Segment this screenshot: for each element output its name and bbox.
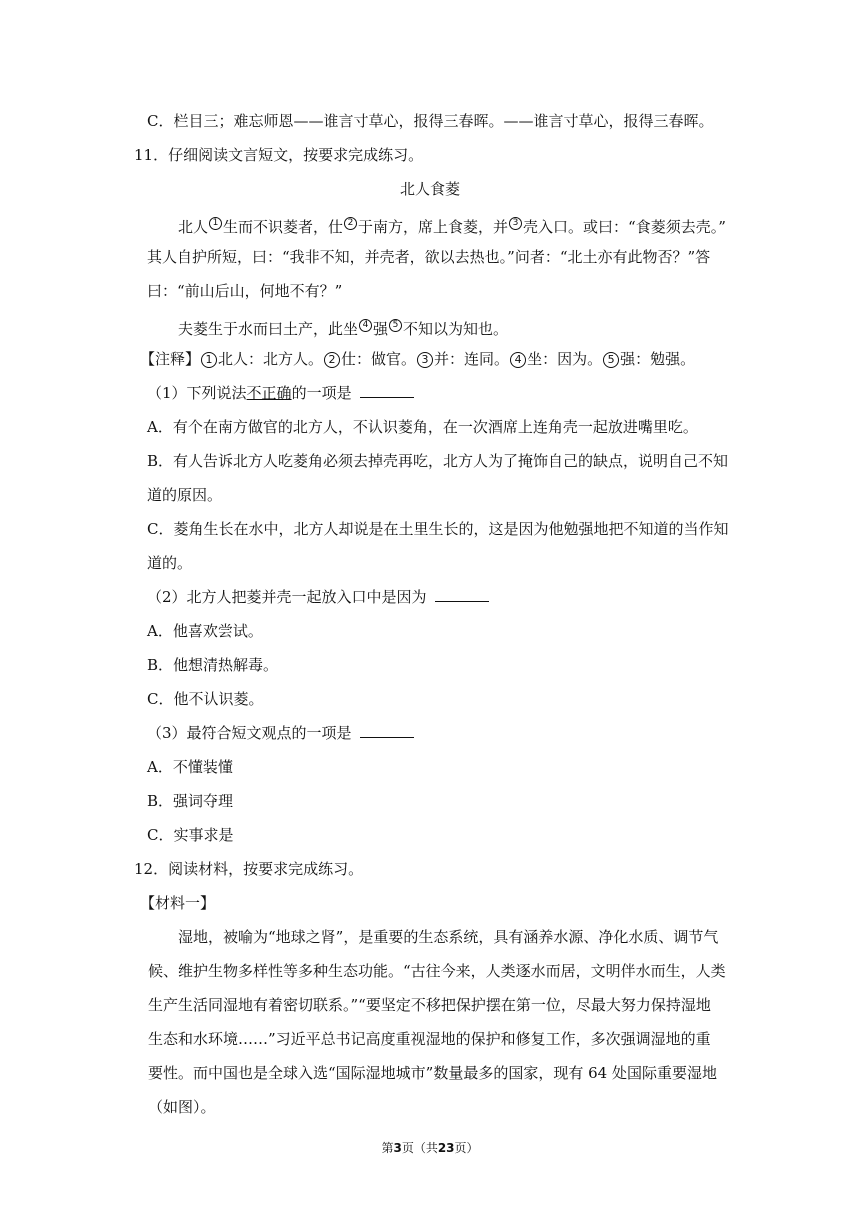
sub-question-3-stem: （3）最符合短文观点的一项是 bbox=[147, 723, 414, 743]
page-footer: 第3页（共23页） bbox=[381, 1141, 479, 1155]
question-12-stem: 12．阅读材料，按要求完成练习。 bbox=[134, 860, 364, 878]
sub3-option-a: A．不懂装懂 bbox=[147, 758, 233, 776]
sub1-option-b-line-1: B．有人告诉北方人吃菱角必须去掉壳再吃，北方人为了掩饰自己的缺点，说明自己不知 bbox=[147, 452, 729, 470]
answer-blank-3[interactable] bbox=[360, 723, 414, 738]
sub2-option-b: B．他想清热解毒。 bbox=[147, 656, 279, 674]
sub1-option-c-line-1: C．菱角生长在水中，北方人却说是在土里生长的，这是因为他勉强地把不知道的当作知 bbox=[147, 520, 729, 538]
sub1-option-c-line-2: 道的。 bbox=[147, 554, 193, 572]
passage-paragraph-1-line-3: 曰：“前山后山，何地不有？” bbox=[147, 282, 343, 300]
note-marker-4: 4 bbox=[359, 319, 372, 332]
passage-paragraph-1-line-1: 北人 $^1$ 生而不识菱者，仕 $^2$ 于南方，席上食菱，并 $^3$ 壳入口。或曰：“食菱须去壳。” bbox=[178, 217, 726, 236]
answer-blank-1[interactable] bbox=[360, 383, 414, 398]
answer-blank-2[interactable] bbox=[435, 587, 489, 602]
annotation-line: 【注释】 1 北人：北方人。 2 仕：做官。 3 并：连同。 4 坐：因为。 5 强：勉强。 bbox=[140, 350, 696, 368]
note-marker-2: 2 bbox=[344, 217, 357, 230]
note-marker-5: 5 bbox=[389, 319, 402, 332]
passage-paragraph-2: 夫菱生于水而曰土产，此坐 $^4$ 强 $^5$ 不知以为知也。 bbox=[178, 319, 509, 338]
sub3-option-c: C．实事求是 bbox=[147, 826, 234, 844]
question-11-stem: 11．仔细阅读文言短文，按要求完成练习。 bbox=[134, 146, 424, 164]
material-line-3: 生产生活同湿地有着密切联系。”“要坚定不移把保护摆在第一位，尽最大努力保持湿地 bbox=[148, 996, 711, 1014]
material-line-5: 要性。而中国也是全球入选“国际湿地城市”数量最多的国家，现有 64 处国际重要湿地 bbox=[148, 1064, 717, 1082]
prev-option-c: C．栏目三；难忘师恩——谁言寸草心，报得三春晖。——谁言寸草心，报得三春晖。 bbox=[147, 112, 714, 130]
note-marker-3: 3 bbox=[509, 217, 522, 230]
sub2-option-c: C．他不认识菱。 bbox=[147, 690, 264, 708]
material-1-heading: 【材料一】 bbox=[140, 894, 216, 912]
sub1-option-b-line-2: 道的原因。 bbox=[147, 486, 223, 504]
passage-paragraph-1-line-2: 其人自护所短，曰：“我非不知，并壳者，欲以去热也。”问者：“北土亦有此物否？”答 bbox=[147, 248, 711, 266]
sub-question-1-stem: （1）下列说法不正确的一项是 bbox=[147, 383, 414, 403]
sub-question-2-stem: （2）北方人把菱并壳一起放入口中是因为 bbox=[147, 587, 489, 607]
sub2-option-a: A．他喜欢尝试。 bbox=[147, 622, 263, 640]
note-marker-1: 1 bbox=[209, 217, 222, 230]
material-line-6: （如图）。 bbox=[148, 1098, 216, 1116]
page-number: 3 bbox=[393, 1141, 402, 1155]
passage-title: 北人食菱 bbox=[399, 180, 460, 198]
sub3-option-b: B．强词夺理 bbox=[147, 792, 234, 810]
material-line-4: 生态和水环境……”习近平总书记高度重视湿地的保护和修复工作，多次强调湿地的重 bbox=[148, 1030, 711, 1048]
material-line-1: 湿地，被喻为“地球之肾”，是重要的生态系统，具有涵养水源、净化水质、调节气 bbox=[178, 928, 719, 946]
page-total: 23 bbox=[437, 1141, 455, 1155]
material-line-2: 候、维护生物多样性等多种生态功能。“古往今来，人类逐水而居，文明伴水而生，人类 bbox=[148, 962, 726, 980]
sub1-option-a: A．有个在南方做官的北方人，不认识菱角，在一次酒席上连角壳一起放进嘴里吃。 bbox=[147, 418, 698, 436]
